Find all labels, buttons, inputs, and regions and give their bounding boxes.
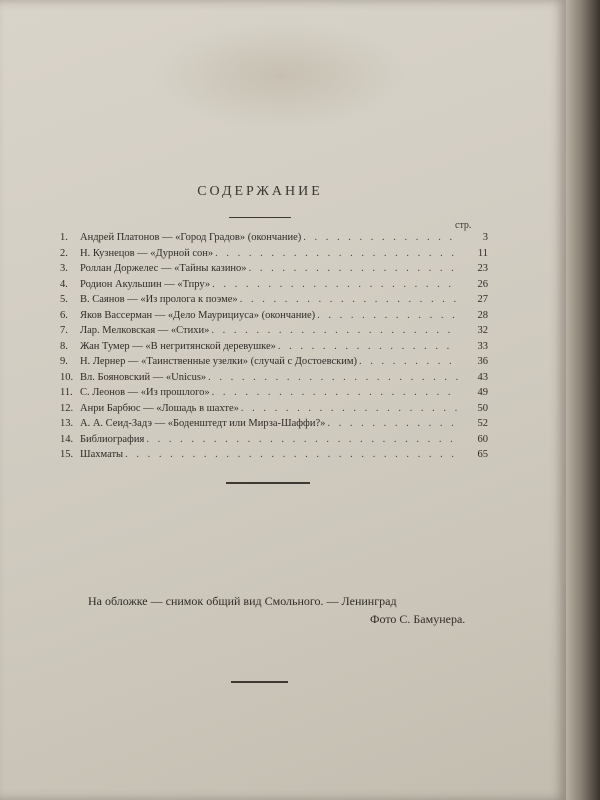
toc-item <box>60 325 488 341</box>
toc-item-number: 11. <box>60 387 73 398</box>
toc-item-page: 26 <box>477 278 488 290</box>
toc-item-title: Вл. Бояновский — «Unicus» <box>80 371 207 383</box>
toc-item <box>60 247 488 264</box>
page-edge <box>566 0 600 800</box>
toc-leader-dots <box>215 248 458 259</box>
table-of-contents <box>60 232 488 465</box>
toc-leader-dots <box>212 279 458 290</box>
toc-leader-dots <box>327 418 458 429</box>
toc-item-title: А. А. Сеид-Задэ — «Боденштедт или Мирза-Шаффи?» <box>80 418 326 429</box>
toc-item <box>60 449 488 465</box>
photo-credit: Фото С. Бамунера. <box>370 612 466 626</box>
toc-item-page: 43 <box>477 371 488 383</box>
toc-item <box>60 278 488 295</box>
toc-item <box>60 387 488 403</box>
toc-item-number: 10. <box>60 371 74 383</box>
bottom-divider <box>231 681 288 683</box>
toc-item-title: Библиография <box>80 433 145 445</box>
toc-item-title: С. Леонов — «Из прошлого» <box>80 387 210 398</box>
toc-item-page: 65 <box>477 449 488 460</box>
toc-item-number: 14. <box>60 433 74 445</box>
toc-item-number: 5. <box>60 294 68 305</box>
toc-item-title: Анри Барбюс — «Лошадь в шахте» <box>80 402 239 414</box>
toc-leader-dots <box>303 232 458 243</box>
toc-item-title: Яков Вассерман — «Дело Маурициуса» (окончание) <box>80 309 316 321</box>
toc-item-page: 36 <box>477 356 488 367</box>
toc-item-page: 23 <box>477 263 488 274</box>
toc-item-page: 49 <box>477 387 488 398</box>
toc-leader-dots <box>240 294 458 305</box>
toc-leader-dots <box>249 263 458 274</box>
toc-item-title: Жан Тумер — «В негритянской деревушке» <box>80 340 276 352</box>
toc-item <box>60 294 488 310</box>
toc-item-page: 50 <box>477 402 488 414</box>
toc-item <box>60 402 488 419</box>
toc-item-page: 33 <box>477 340 488 352</box>
toc-item-number: 9. <box>60 356 68 367</box>
toc-leader-dots <box>359 356 458 367</box>
toc-item-number: 2. <box>60 247 68 259</box>
toc-item-page: 28 <box>477 309 488 321</box>
toc-leader-dots <box>278 341 458 352</box>
toc-leader-dots <box>212 387 458 398</box>
title-divider <box>229 217 291 218</box>
page-column-header: стр. <box>455 220 472 231</box>
toc-item <box>60 418 488 434</box>
toc-item-number: 13. <box>60 418 74 429</box>
toc-item-title: Родион Акульшин — «Тпру» <box>80 278 211 290</box>
toc-leader-dots <box>211 325 458 336</box>
toc-leader-dots <box>317 310 458 321</box>
toc-item-number: 12. <box>60 402 74 414</box>
paper-stain <box>150 20 410 130</box>
toc-item-number: 15. <box>60 449 74 460</box>
cover-note: На обложке — снимок общий вид Смольного. — Ленинград <box>88 594 397 608</box>
toc-item-title: Роллан Доржелес — «Тайны казино» <box>80 263 247 274</box>
toc-item-page: 52 <box>477 418 488 429</box>
toc-item <box>60 356 488 372</box>
section-divider <box>226 482 310 484</box>
toc-item <box>60 232 488 248</box>
toc-item-page: 60 <box>477 433 488 445</box>
toc-item-page: 11 <box>477 247 488 259</box>
toc-leader-dots <box>146 434 458 445</box>
toc-item-number: 6. <box>60 309 68 321</box>
toc-item <box>60 433 488 450</box>
toc-item-number: 3. <box>60 263 68 274</box>
toc-item-title: Лар. Мелковская — «Стихи» <box>80 325 210 336</box>
toc-item-title: Андрей Платонов — «Город Градов» (окончание) <box>80 232 302 243</box>
contents-title: СОДЕРЖАНИЕ <box>197 184 323 199</box>
toc-leader-dots <box>208 372 458 383</box>
toc-item <box>60 340 488 357</box>
toc-item-number: 4. <box>60 278 68 290</box>
toc-item <box>60 309 488 326</box>
toc-item-title: Шахматы <box>80 449 124 460</box>
toc-leader-dots <box>241 403 458 414</box>
toc-leader-dots <box>125 449 458 460</box>
toc-item-title: Н. Лернер — «Таинственные узелки» (случай с Достоевским) <box>80 356 358 367</box>
toc-item <box>60 263 488 279</box>
toc-item-title: В. Саянов — «Из пролога к поэме» <box>80 294 238 305</box>
toc-item-number: 7. <box>60 325 68 336</box>
toc-item-page: 27 <box>477 294 488 305</box>
toc-item-number: 8. <box>60 340 68 352</box>
toc-item-title: Н. Кузнецов — «Дурной сон» <box>80 247 214 259</box>
toc-item-page: 3 <box>482 232 488 243</box>
toc-item-page: 32 <box>477 325 488 336</box>
toc-item <box>60 371 488 388</box>
toc-item-number: 1. <box>60 232 68 243</box>
